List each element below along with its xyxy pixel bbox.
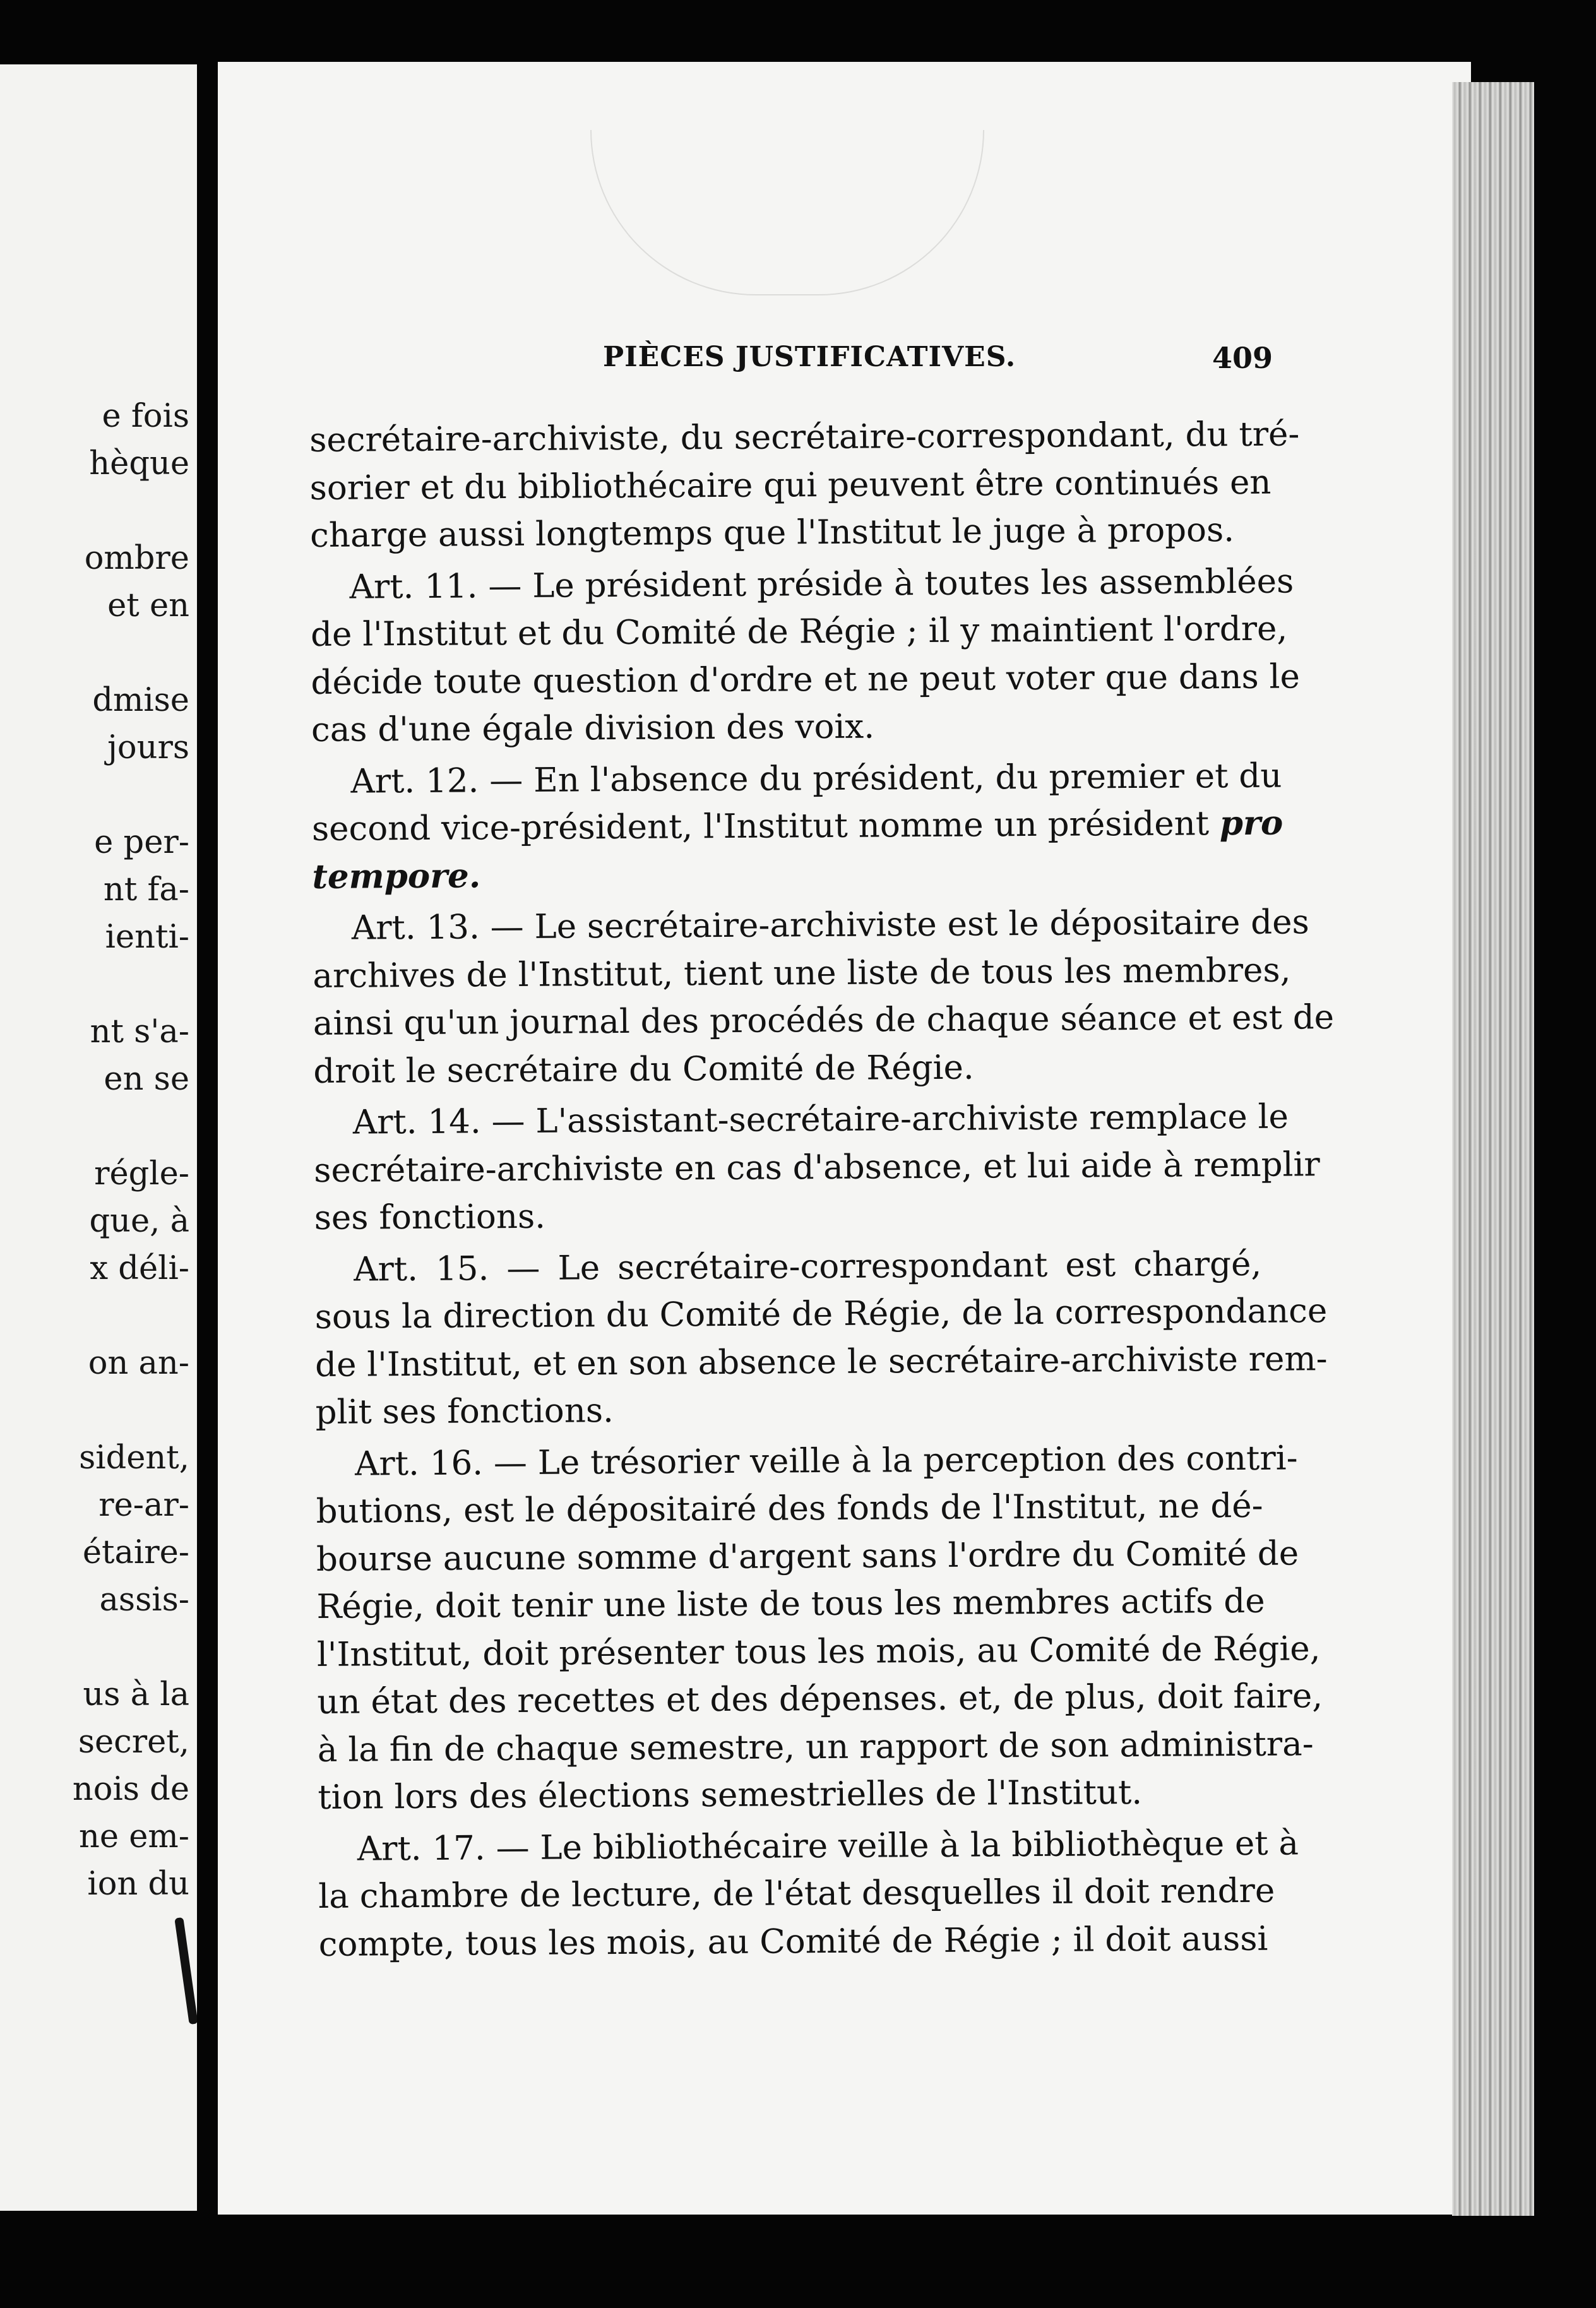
left-fragment-line: jours <box>107 729 189 766</box>
left-fragment-line: ienti- <box>105 919 189 956</box>
article-first-line: Art. 14. — L'assistant-secrétaire-archiviste remplace le <box>352 1097 1289 1142</box>
text-line: compte, tous les mois, au Comité de Régie ; il doit aussi <box>318 1919 1268 1964</box>
article-first-line: Art. 15. — Le secrétaire-correspondant est chargé, <box>354 1244 1262 1289</box>
article-first-line: Art. 12. — En l'absence du président, du premier et du <box>350 756 1282 801</box>
text-line: second vice-président, l'Institut nomme un président pro <box>311 803 1283 848</box>
article-first-line: Art. 16. — Le trésorier veille à la perception des contri- <box>354 1438 1298 1484</box>
left-fragment-line <box>0 961 197 1008</box>
left-fragment-line: en se <box>104 1061 189 1098</box>
left-page-fragment <box>0 64 197 2211</box>
text-line: décide toute question d'ordre et ne peut voter que dans le <box>311 657 1301 702</box>
text-line: la chambre de lecture, de l'état desquelles il doit rendre <box>318 1871 1275 1916</box>
text-line: cas d'une égale division des voix. <box>311 707 875 749</box>
left-fragment-line: on an- <box>88 1345 189 1382</box>
left-fragment-line: dmise <box>92 682 189 719</box>
left-fragment-line: régle- <box>94 1155 189 1193</box>
left-page-text <box>0 393 197 1908</box>
left-fragment-line: us à la <box>83 1676 189 1713</box>
text-line: de l'Institut et du Comité de Régie ; il y maintient l'ordre, <box>310 609 1288 654</box>
left-fragment-line <box>0 1292 197 1340</box>
text-line: tion lors des élections semestrielles de l'Institut. <box>318 1773 1143 1817</box>
text-line: de l'Institut, et en son absence le secrétaire-archiviste rem- <box>314 1339 1328 1384</box>
left-fragment-line: ombre <box>84 540 189 577</box>
text-line: butions, est le dépositairé des fonds de l'Institut, ne dé- <box>316 1486 1263 1531</box>
left-fragment-line: ion du <box>87 1865 189 1903</box>
article-first-line: Art. 13. — Le secrétaire-archiviste est le dépositaire des <box>351 903 1309 948</box>
text-line: ainsi qu'un journal des procédés de chaque séance et est de <box>313 998 1335 1043</box>
left-fragment-line <box>0 1103 197 1150</box>
text-line: ses fonctions. <box>314 1197 546 1237</box>
left-fragment-line <box>0 629 197 677</box>
left-fragment-line <box>0 1624 197 1671</box>
left-fragment-line: ne em- <box>78 1818 189 1855</box>
left-fragment-line: e fois <box>102 398 189 435</box>
left-fragment-line: hèque <box>89 445 189 482</box>
left-fragment-line: x déli- <box>90 1250 189 1287</box>
text-line: un état des recettes et des dépenses. et, de plus, doit faire, <box>317 1677 1323 1722</box>
text-line: secrétaire-archiviste, du secrétaire-correspondant, du tré- <box>309 415 1300 460</box>
article-first-line: Art. 11. — Le président préside à toutes les assemblées <box>349 561 1294 607</box>
running-head: PIÈCES JUSTIFICATIVES. <box>603 341 1016 373</box>
page-number: 409 <box>1212 341 1273 375</box>
text-line: plit ses fonctions. <box>315 1391 614 1432</box>
left-fragment-line: nt s'a- <box>90 1013 189 1050</box>
bleed-through-stamp <box>590 130 984 295</box>
text-line: Régie, doit tenir une liste de tous les membres actifs de <box>316 1581 1265 1626</box>
text-line: à la fin de chaque semestre, un rapport de son administra- <box>317 1724 1314 1770</box>
left-fragment-line: re-ar- <box>98 1487 189 1524</box>
left-fragment-line: e per- <box>94 824 189 861</box>
left-fragment-line: nois de <box>72 1771 189 1808</box>
text-line: sorier et du bibliothécaire qui peuvent être continués en <box>309 463 1271 508</box>
left-fragment-line: et en <box>107 587 189 624</box>
text-line: archives de l'Institut, tient une liste de tous les membres, <box>313 951 1291 996</box>
gutter-mark <box>174 1917 197 2025</box>
left-fragment-line: que, à <box>89 1203 189 1240</box>
left-fragment-line: nt fa- <box>103 871 189 908</box>
text-line: secrétaire-archiviste en cas d'absence, et lui aide à remplir <box>314 1145 1320 1190</box>
text-line: tempore. <box>312 855 481 896</box>
left-fragment-line <box>0 487 197 535</box>
left-fragment-line <box>0 1387 197 1434</box>
text-line: charge aussi longtemps que l'Institut le juge à propos. <box>309 511 1235 555</box>
left-fragment-line <box>0 771 197 819</box>
text-line: bourse aucune somme d'argent sans l'ordre du Comité de <box>316 1533 1299 1579</box>
text-line: sous la direction du Comité de Régie, de la correspondance <box>314 1292 1328 1336</box>
text-line: l'Institut, doit présenter tous les mois, au Comité de Régie, <box>316 1629 1321 1674</box>
page-edges <box>1452 82 1534 2216</box>
body-text <box>309 411 1335 1968</box>
left-fragment-line: sident, <box>79 1439 189 1477</box>
left-fragment-line: étaire- <box>82 1534 189 1571</box>
article-first-line: Art. 17. — Le bibliothécaire veille à la bibliothèque et à <box>357 1823 1299 1869</box>
left-fragment-line: assis- <box>99 1581 189 1619</box>
left-fragment-line: secret, <box>78 1723 189 1761</box>
text-line: droit le secrétaire du Comité de Régie. <box>313 1048 974 1091</box>
